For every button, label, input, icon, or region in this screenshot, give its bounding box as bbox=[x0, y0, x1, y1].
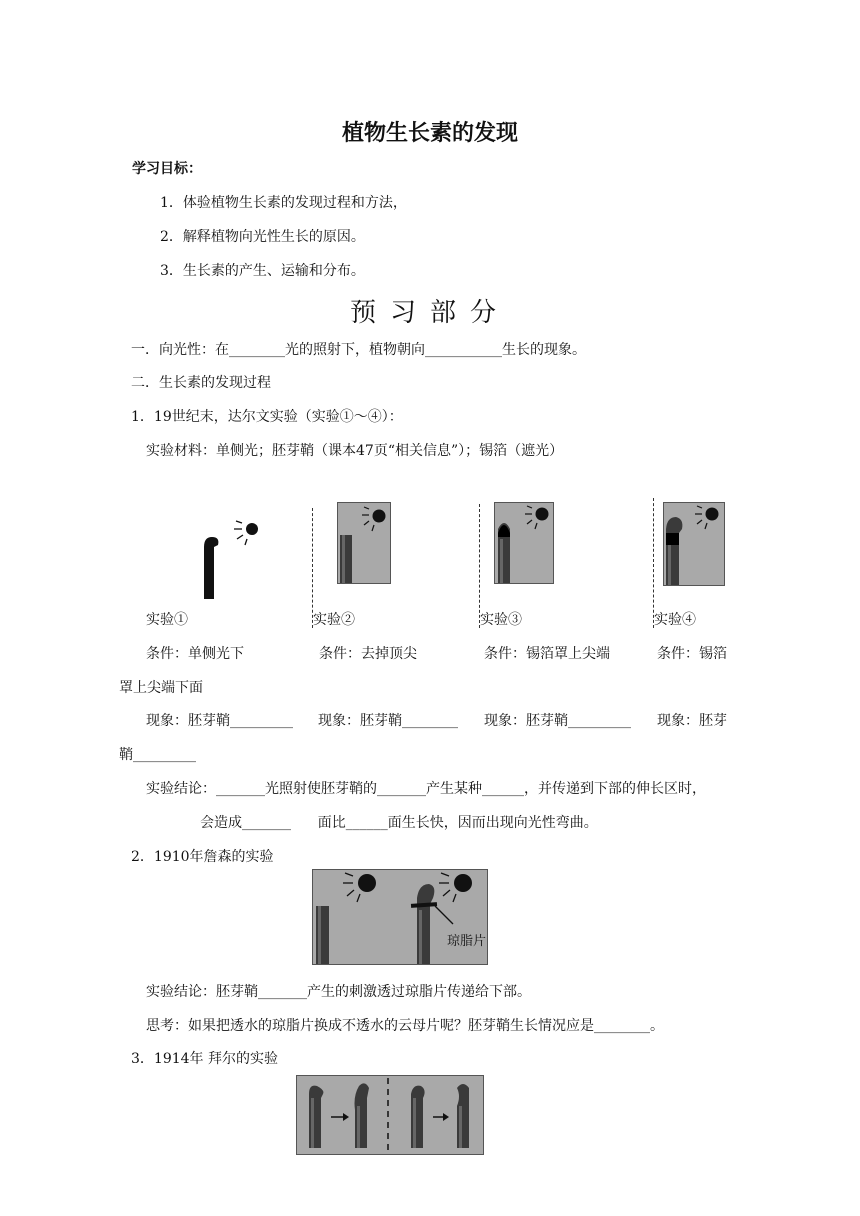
preview-heading: 预习部分 bbox=[349, 298, 510, 328]
question-phototropism: 一．向光性：在________光的照射下，植物朝向___________生长的现象。 bbox=[131, 342, 586, 358]
paal-figure bbox=[296, 1075, 484, 1155]
jensen-conclusion: 实验结论：胚芽鞘_______产生的刺激透过琼脂片传递给下部。 bbox=[146, 984, 531, 1000]
darwin-materials: 实验材料：单侧光；胚芽鞘（课本47页“相关信息”）；锡箔（遮光） bbox=[146, 443, 564, 459]
experiment-phenomenon: 现象：胚芽鞘_________ bbox=[484, 713, 631, 729]
experiment-label: 实验① bbox=[146, 612, 188, 628]
goal-item: 1．体验植物生长素的发现过程和方法， bbox=[160, 195, 407, 211]
darwin-conclusion: 实验结论：_______光照射使胚芽鞘的_______产生某种______，并传递到下部的伸长区时， bbox=[146, 781, 706, 797]
experiment-1-figure bbox=[190, 515, 270, 603]
experiment-phenomenon: 现象：胚芽 bbox=[657, 713, 727, 729]
jensen-heading: 2．1910年詹森的实验 bbox=[131, 849, 274, 865]
page-title: 植物生长素的发现 bbox=[341, 121, 518, 146]
paal-heading: 3．1914年 拜尔的实验 bbox=[131, 1051, 278, 1067]
jensen-thinking: 思考：如果把透水的琼脂片换成不透水的云母片呢？胚芽鞘生长情况应是________。 bbox=[146, 1018, 664, 1034]
agar-label: 琼脂片 bbox=[447, 934, 487, 949]
experiment-label: 实验② bbox=[313, 612, 355, 628]
experiment-phenomenon: 现象：胚芽鞘________ bbox=[318, 713, 458, 729]
experiment-4-figure bbox=[663, 502, 725, 586]
question-discovery: 二．生长素的发现过程 bbox=[131, 375, 271, 391]
experiment-label: 实验④ bbox=[654, 612, 696, 628]
experiment-label: 实验③ bbox=[480, 612, 522, 628]
jensen-figure bbox=[312, 869, 488, 965]
experiment-phenomenon: 现象：胚芽鞘_________ bbox=[146, 713, 293, 729]
goal-item: 3．生长素的产生、运输和分布。 bbox=[160, 263, 365, 279]
experiment-condition-continued: 罩上尖端下面 bbox=[119, 680, 203, 696]
experiment-condition: 条件：锡箔 bbox=[657, 646, 727, 662]
darwin-conclusion-continued: 会造成_______ 面比______面生长快，因而出现向光性弯曲。 bbox=[200, 815, 598, 831]
goal-item: 2．解释植物向光性生长的原因。 bbox=[160, 229, 365, 245]
experiment-condition: 条件：锡箔罩上尖端 bbox=[484, 646, 610, 662]
goals-heading: 学习目标： bbox=[132, 161, 202, 177]
darwin-heading: 1．19世纪末，达尔文实验（实验①～④）： bbox=[131, 409, 403, 425]
experiment-2-figure bbox=[337, 502, 391, 584]
experiment-phenomenon-continued: 鞘_________ bbox=[119, 747, 196, 763]
experiment-3-figure bbox=[494, 502, 554, 584]
experiment-condition: 条件：去掉顶尖 bbox=[319, 646, 417, 662]
experiment-condition: 条件：单侧光下 bbox=[146, 646, 244, 662]
